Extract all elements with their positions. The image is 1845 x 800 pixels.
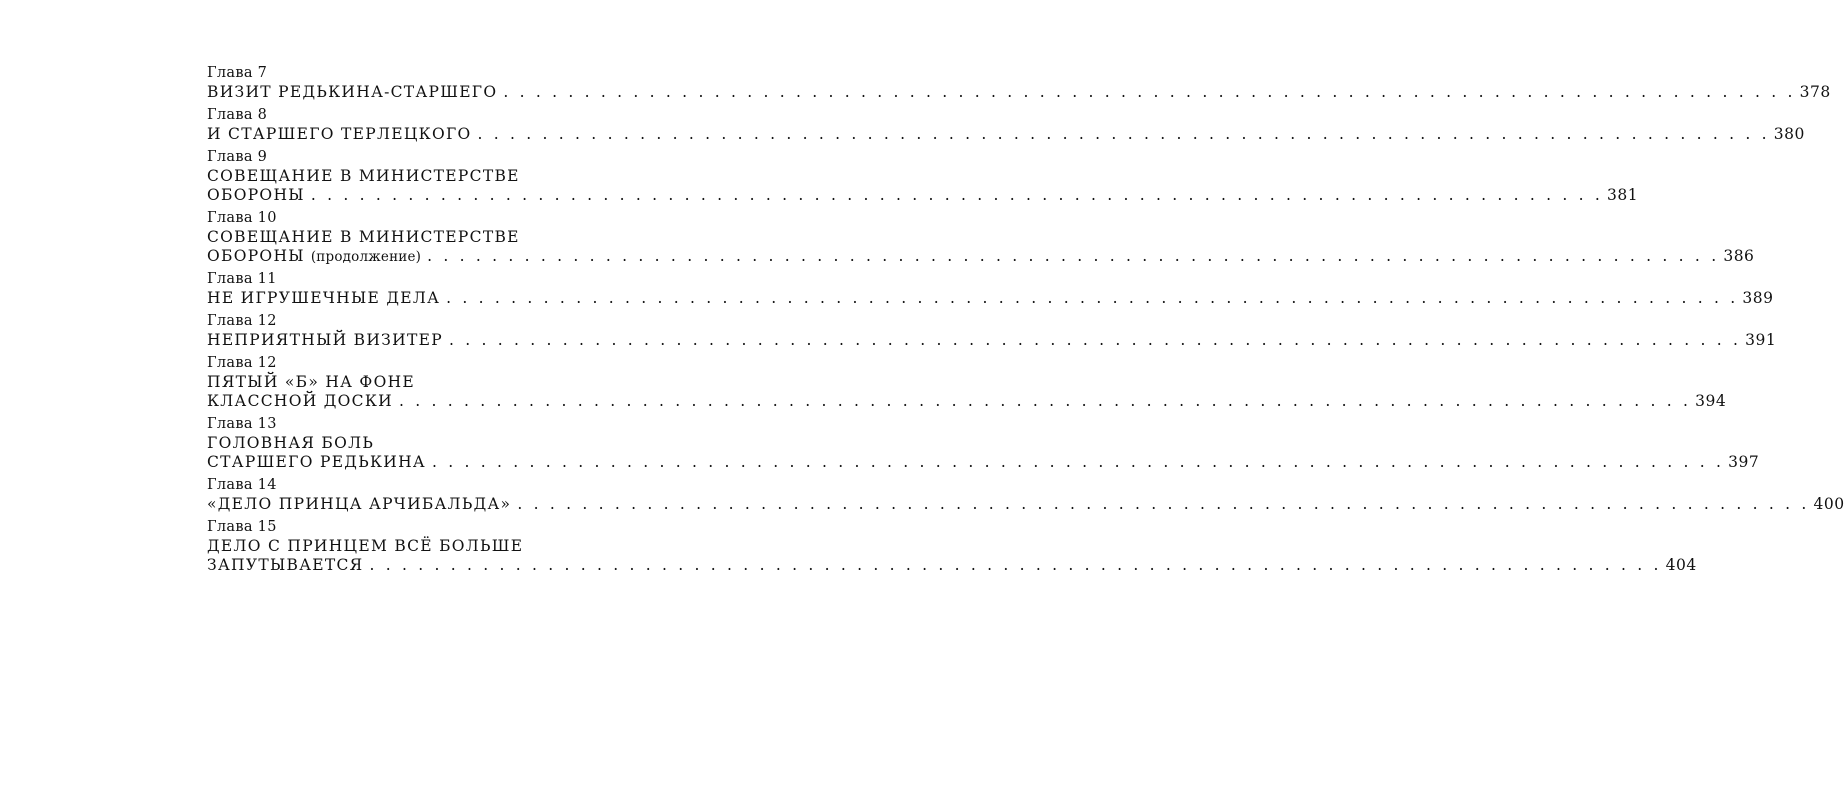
- page-number: 380: [1773, 125, 1805, 143]
- chapter-title-text: СТАРШЕГО РЕДЬКИНА: [207, 453, 426, 471]
- chapter-title-text: ЗАПУТЫВАЕТСЯ: [207, 556, 364, 574]
- chapter-title-text: ОБОРОНЫ: [207, 186, 305, 204]
- chapter-label: Глава 7: [207, 65, 268, 81]
- chapter-title-line: СОВЕЩАНИЕ В МИНИСТЕРСТВЕ: [207, 228, 520, 246]
- chapter-title-line: ГОЛОВНАЯ БОЛЬ: [207, 434, 375, 452]
- toc-entry[interactable]: [207, 106, 1805, 144]
- table-of-contents: [207, 64, 1845, 579]
- dot-leader: . . . . . . . . . . . . . . . . . . . . . . . . . . . . . . . . . . . . . . . . . . . . . . . . . . . . . . . . . . . . . . . . . . . . . . . . . . . . . . . .: [503, 83, 1796, 101]
- chapter-title-line: ДЕЛО С ПРИНЦЕМ ВСЁ БОЛЬШЕ: [207, 537, 524, 555]
- toc-entry[interactable]: [207, 354, 1727, 411]
- chapter-label: Глава 11: [207, 271, 277, 287]
- page-number: 394: [1695, 392, 1727, 410]
- dot-leader: . . . . . . . . . . . . . . . . . . . . . . . . . . . . . . . . . . . . . . . . . . . . . . . . . . . . . . . . . . . . . . . . . . . . . . . . . . . . . . . .: [446, 289, 1739, 307]
- toc-entry[interactable]: [207, 415, 1760, 472]
- chapter-title-row: [207, 495, 1845, 514]
- page-number: 389: [1742, 289, 1774, 307]
- chapter-title-row: [207, 247, 1755, 266]
- chapter-label: Глава 15: [207, 519, 277, 535]
- dot-leader: . . . . . . . . . . . . . . . . . . . . . . . . . . . . . . . . . . . . . . . . . . . . . . . . . . . . . . . . . . . . . . . . . . . . . . . . . . . . . . . .: [448, 331, 1742, 349]
- page-number: 386: [1723, 247, 1755, 265]
- toc-entry[interactable]: [207, 476, 1845, 514]
- dot-leader: . . . . . . . . . . . . . . . . . . . . . . . . . . . . . . . . . . . . . . . . . . . . . . . . . . . . . . . . . . . . . . . . . . . . . . . . . . . . . . . .: [369, 556, 1662, 574]
- toc-entry[interactable]: [207, 518, 1697, 575]
- chapter-label: Глава 9: [207, 149, 268, 165]
- page-number: 378: [1799, 83, 1831, 101]
- chapter-label: Глава 12: [207, 313, 277, 329]
- dot-leader: . . . . . . . . . . . . . . . . . . . . . . . . . . . . . . . . . . . . . . . . . . . . . . . . . . . . . . . . . . . . . . . . . . . . . . . . . . . . . . . .: [477, 125, 1770, 143]
- page-number: 400: [1813, 495, 1845, 513]
- chapter-title-row: [207, 289, 1774, 308]
- chapter-title-text: НЕПРИЯТНЫЙ ВИЗИТЕР: [207, 331, 443, 349]
- page-number: 391: [1745, 331, 1777, 349]
- toc-entry[interactable]: [207, 270, 1774, 308]
- chapter-label: Глава 8: [207, 107, 268, 123]
- dot-leader: . . . . . . . . . . . . . . . . . . . . . . . . . . . . . . . . . . . . . . . . . . . . . . . . . . . . . . . . . . . . . . . . . . . . . . . . . . . . . . . .: [427, 247, 1720, 265]
- chapter-title-text: НЕ ИГРУШЕЧНЫЕ ДЕЛА: [207, 289, 441, 307]
- chapter-title-text: КЛАССНОЙ ДОСКИ: [207, 392, 393, 410]
- dot-leader: . . . . . . . . . . . . . . . . . . . . . . . . . . . . . . . . . . . . . . . . . . . . . . . . . . . . . . . . . . . . . . . . . . . . . . . . . . . . . . . .: [431, 453, 1725, 471]
- dot-leader: . . . . . . . . . . . . . . . . . . . . . . . . . . . . . . . . . . . . . . . . . . . . . . . . . . . . . . . . . . . . . . . . . . . . . . . . . . . . . . . .: [398, 392, 1692, 410]
- chapter-title-text: ВИЗИТ РЕДЬКИНА-СТАРШЕГО: [207, 83, 498, 101]
- chapter-label: Глава 12: [207, 355, 277, 371]
- chapter-label: Глава 10: [207, 210, 277, 226]
- page-number: 404: [1665, 556, 1697, 574]
- chapter-title-row: [207, 392, 1727, 411]
- chapter-title-line: ПЯТЫЙ «Б» НА ФОНЕ: [207, 373, 416, 391]
- chapter-title-line: СОВЕЩАНИЕ В МИНИСТЕРСТВЕ: [207, 167, 520, 185]
- chapter-title-note: (продолжение): [310, 249, 422, 265]
- chapter-title-row: [207, 556, 1697, 575]
- chapter-title-text: И СТАРШЕГО ТЕРЛЕЦКОГО: [207, 125, 472, 143]
- chapter-title-row: [207, 125, 1805, 144]
- dot-leader: . . . . . . . . . . . . . . . . . . . . . . . . . . . . . . . . . . . . . . . . . . . . . . . . . . . . . . . . . . . . . . . . . . . . . . . . . . . . . . . .: [310, 186, 1604, 204]
- chapter-label: Глава 13: [207, 416, 277, 432]
- chapter-title-row: [207, 83, 1831, 102]
- page-number: 381: [1607, 186, 1639, 204]
- toc-entry[interactable]: [207, 64, 1831, 102]
- dot-leader: . . . . . . . . . . . . . . . . . . . . . . . . . . . . . . . . . . . . . . . . . . . . . . . . . . . . . . . . . . . . . . . . . . . . . . . . . . . . . . . .: [517, 495, 1810, 513]
- chapter-title-row: [207, 331, 1777, 350]
- chapter-title-row: [207, 186, 1639, 205]
- chapter-title-text: ОБОРОНЫ: [207, 247, 305, 265]
- toc-entry[interactable]: [207, 148, 1639, 205]
- page-number: 397: [1728, 453, 1760, 471]
- chapter-title-row: [207, 453, 1760, 472]
- toc-entry[interactable]: [207, 312, 1777, 350]
- toc-entry[interactable]: [207, 209, 1755, 266]
- chapter-label: Глава 14: [207, 477, 277, 493]
- chapter-title-text: «ДЕЛО ПРИНЦА АРЧИБАЛЬДА»: [207, 495, 512, 513]
